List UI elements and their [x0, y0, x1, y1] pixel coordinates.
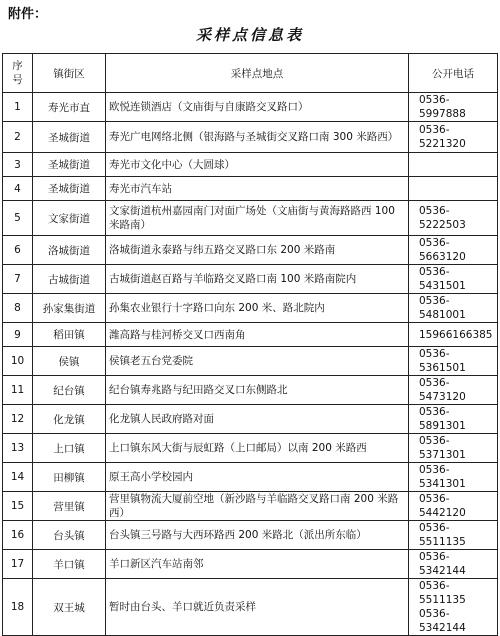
row-district: 圣城街道	[33, 177, 106, 201]
table-row	[3, 550, 498, 579]
row-index: 15	[3, 492, 33, 521]
row-district: 纪台镇	[33, 376, 106, 405]
row-phone	[409, 550, 498, 579]
phone-number: 0536-5481001	[419, 295, 466, 321]
phone-number: 0536-5442120	[419, 493, 466, 519]
row-index: 5	[3, 201, 33, 236]
phone-number: 0536-5222503	[419, 205, 466, 231]
document-title: 采样点信息表	[195, 26, 304, 44]
row-phone	[409, 463, 498, 492]
row-location: 营里镇物流大厦前空地（新沙路与羊临路交叉路口南 200 米路西）	[106, 492, 409, 521]
row-district: 古城街道	[33, 265, 106, 294]
row-phone	[409, 153, 498, 177]
phone-number: 0536-5221320	[419, 124, 466, 150]
row-index: 13	[3, 434, 33, 463]
row-location: 孙集农业银行十字路口向东 200 米、路北院内	[106, 294, 409, 323]
table-row	[3, 521, 498, 550]
row-district: 羊口镇	[33, 550, 106, 579]
row-district: 圣城街道	[33, 122, 106, 153]
row-index: 4	[3, 177, 33, 201]
row-index: 2	[3, 122, 33, 153]
table-row	[3, 323, 498, 347]
row-phone	[409, 323, 498, 347]
row-district: 营里镇	[33, 492, 106, 521]
row-district: 孙家集街道	[33, 294, 106, 323]
phone-number: 0536-5342144	[419, 551, 466, 577]
row-district: 田柳镇	[33, 463, 106, 492]
table-row	[3, 463, 498, 492]
row-district: 稻田镇	[33, 323, 106, 347]
row-phone	[409, 405, 498, 434]
row-location: 台头镇三号路与大西环路西 200 米路北（派出所东临）	[106, 521, 409, 550]
row-location: 古城街道赵百路与羊临路交叉路口南 100 米路南院内	[106, 265, 409, 294]
phone-number: 0536-5431501	[419, 266, 466, 292]
row-phone	[409, 347, 498, 376]
row-phone	[409, 177, 498, 201]
row-district: 侯镇	[33, 347, 106, 376]
column-header-location: 采样点地点	[106, 54, 409, 93]
phone-number: 0536-5511135	[419, 580, 466, 606]
phone-number: 0536-5342144	[419, 608, 466, 634]
row-location: 洛城街道永泰路与纬五路交叉路口东 200 米路南	[106, 236, 409, 265]
table-row	[3, 265, 498, 294]
table-row	[3, 93, 498, 122]
row-location: 文家街道杭州嘉园南门对面广场处（文庙街与黄海路路西 100 米路南）	[106, 201, 409, 236]
phone-number: 0536-5371301	[419, 435, 466, 461]
row-location: 暂时由台头、羊口就近负责采样	[106, 579, 409, 636]
table-row	[3, 376, 498, 405]
table-header-row	[3, 54, 498, 93]
table-row	[3, 153, 498, 177]
row-district: 文家街道	[33, 201, 106, 236]
table-row	[3, 579, 498, 636]
row-location: 欧悦连锁酒店（文庙街与自康路交叉路口）	[106, 93, 409, 122]
row-district: 上口镇	[33, 434, 106, 463]
table-row	[3, 294, 498, 323]
row-index: 7	[3, 265, 33, 294]
table-row	[3, 434, 498, 463]
table-row	[3, 177, 498, 201]
table-row	[3, 236, 498, 265]
row-district: 台头镇	[33, 521, 106, 550]
row-index: 11	[3, 376, 33, 405]
row-index: 8	[3, 294, 33, 323]
table-row	[3, 201, 498, 236]
phone-number: 0536-5891301	[419, 406, 466, 432]
row-phone	[409, 201, 498, 236]
row-index: 6	[3, 236, 33, 265]
table-row	[3, 122, 498, 153]
phone-number: 15966166385	[419, 328, 493, 341]
row-index: 12	[3, 405, 33, 434]
phone-number: 0536-5997888	[419, 94, 466, 120]
phone-number: 0536-5341301	[419, 464, 466, 490]
column-header-index: 序号	[3, 54, 33, 93]
phone-number: 0536-5511135	[419, 522, 466, 548]
row-location: 纪台镇寿兆路与纪田路交叉口东侧路北	[106, 376, 409, 405]
row-location: 化龙镇人民政府路对面	[106, 405, 409, 434]
row-phone	[409, 294, 498, 323]
row-district: 寿光市直	[33, 93, 106, 122]
row-location: 原王高小学校园内	[106, 463, 409, 492]
row-phone	[409, 265, 498, 294]
row-index: 9	[3, 323, 33, 347]
row-index: 1	[3, 93, 33, 122]
row-phone	[409, 236, 498, 265]
row-location: 寿光市汽车站	[106, 177, 409, 201]
row-district: 双王城	[33, 579, 106, 636]
row-index: 17	[3, 550, 33, 579]
phone-number: 0536-5473120	[419, 377, 466, 403]
table-row	[3, 347, 498, 376]
table-row	[3, 405, 498, 434]
row-district: 圣城街道	[33, 153, 106, 177]
phone-number: 0536-5361501	[419, 348, 466, 374]
row-index: 18	[3, 579, 33, 636]
column-header-district: 镇街区	[33, 54, 106, 93]
row-index: 14	[3, 463, 33, 492]
sampling-point-table	[2, 53, 498, 636]
row-phone	[409, 93, 498, 122]
row-district: 洛城街道	[33, 236, 106, 265]
phone-number: 0536-5663120	[419, 237, 466, 263]
row-phone	[409, 492, 498, 521]
row-location: 寿光市文化中心（大圆球）	[106, 153, 409, 177]
row-phone	[409, 579, 498, 636]
row-index: 10	[3, 347, 33, 376]
table-row	[3, 492, 498, 521]
attachment-label: 附件：	[8, 7, 48, 22]
row-location: 寿光广电网络北侧（银海路与圣城街交叉路口南 300 米路西）	[106, 122, 409, 153]
row-index: 3	[3, 153, 33, 177]
row-location: 羊口新区汽车站南邻	[106, 550, 409, 579]
column-header-phone: 公开电话	[409, 54, 498, 93]
row-phone	[409, 376, 498, 405]
row-district: 化龙镇	[33, 405, 106, 434]
row-location: 上口镇东风大街与辰虹路（上口邮局）以南 200 米路西	[106, 434, 409, 463]
row-phone	[409, 122, 498, 153]
row-index: 16	[3, 521, 33, 550]
row-location: 潍高路与桂河桥交叉口西南角	[106, 323, 409, 347]
row-phone	[409, 521, 498, 550]
row-phone	[409, 434, 498, 463]
row-location: 侯镇老五台党委院	[106, 347, 409, 376]
